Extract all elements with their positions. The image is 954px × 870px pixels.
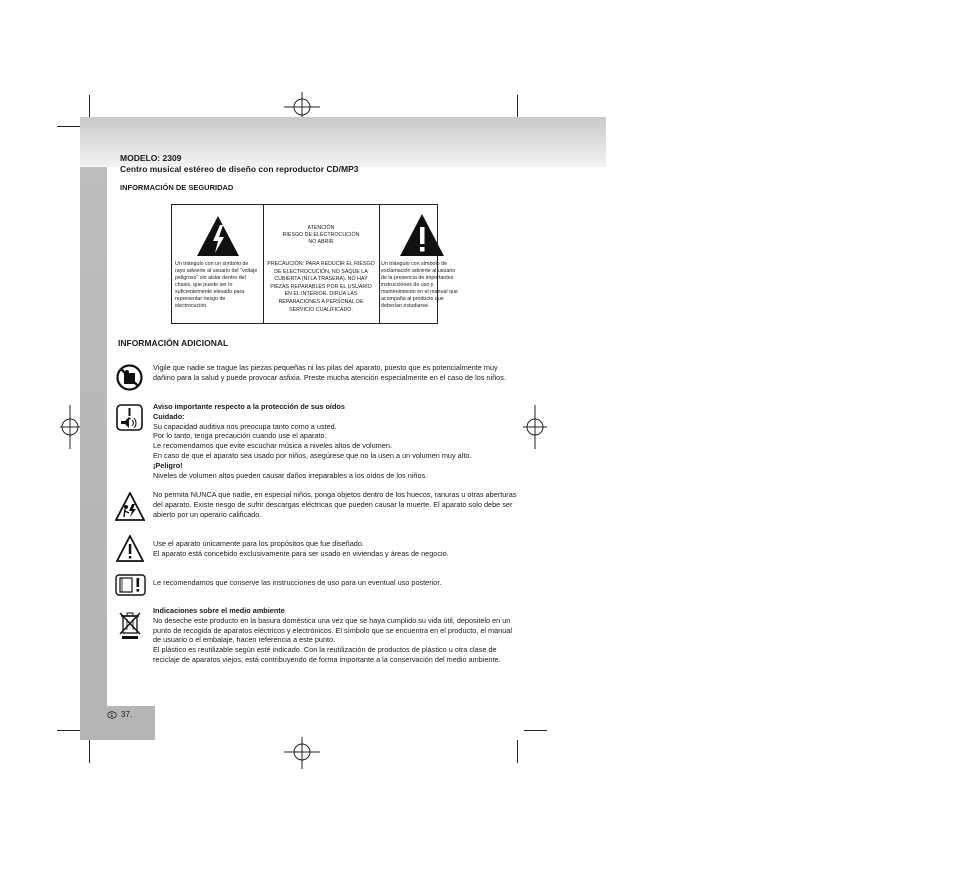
registration-mark-left bbox=[57, 405, 81, 449]
safety-heading: INFORMACIÓN DE SEGURIDAD bbox=[120, 183, 234, 192]
model-label: MODELO: 2309 bbox=[120, 153, 182, 163]
exclamation-column bbox=[379, 205, 458, 323]
caution-header: ATENCIÓN RIESGO DE ELECTROCUCIÓN NO ABRIR bbox=[282, 225, 360, 245]
hearing-danger-text: Niveles de volumen altos pueden causar daños irreparables a los oídos de los niños. bbox=[153, 470, 428, 480]
manual-book-icon bbox=[115, 574, 146, 596]
environment-section bbox=[153, 606, 515, 665]
registration-mark-right bbox=[523, 405, 549, 449]
environment-text: No deseche este producto en la basura doméstica una vez que se haya cumplido su vida útil, depositelo en un punto de recogida de aparatos eléctricos y electrónicos. El símbolo que se encuentra en el producto, el manual de usuario o el embalaje, hacen referencia a este punto. bbox=[153, 615, 512, 645]
language-e-icon bbox=[107, 711, 117, 719]
crop-mark bbox=[57, 126, 80, 127]
no-small-parts-icon bbox=[116, 364, 143, 391]
page-number-text: 37. bbox=[121, 710, 133, 719]
lightning-warning-text: Un triángulo con un símbolo de rayo advierte al usuario del "voltaje peligroso" sin aislar dentro del chasis, que puede ser lo suficientemente elevado para representar riesgo de electrocución. bbox=[175, 261, 258, 309]
crop-mark bbox=[524, 730, 547, 731]
electric-shock-icon bbox=[115, 492, 145, 521]
registration-mark-bottom bbox=[284, 737, 320, 769]
caution-text: PRECAUCIÓN: PARA REDUCIR EL RIESGO DE ELECTROCUCIÓN, NO SAQUE LA CUBIERTA (NI LA TRASERA). NO HAY PIEZAS REPARABLES POR EL USUARIO EN EL INTERIOR. DIRIJA LAS REPARACIONES A PERSONAL DE SERVICIO CUALIFICADO. bbox=[267, 261, 375, 313]
product-subtitle: Centro musical estéreo de diseño con reproductor CD/MP3 bbox=[120, 164, 359, 174]
additional-info-heading: INFORMACIÓN ADICIONAL bbox=[118, 338, 229, 348]
usage-line: Use el aparato únicamente para los propósitos que fue diseñado. bbox=[153, 539, 364, 548]
crop-mark bbox=[89, 740, 90, 763]
usage-section bbox=[153, 539, 518, 559]
hearing-line: En caso de que el aparato sea usado por niños, asegúrese que no la usen a un volumen muy alto. bbox=[153, 450, 472, 460]
keep-manual-text: Le recomendamos que conserve las instrucciones de uso para un eventual uso posterior. bbox=[153, 578, 442, 587]
crop-mark bbox=[517, 740, 518, 763]
hearing-line: Su capacidad auditiva nos preocupa tanto como a usted. bbox=[153, 421, 337, 431]
caution-triangle-icon bbox=[116, 535, 144, 563]
hearing-line: Le recomendamos que evite escuchar música a niveles altos de volumen. bbox=[153, 441, 392, 451]
lightning-column bbox=[172, 205, 264, 323]
usage-line: El aparato está concebido exclusivamente para ser usado en viviendas y áreas de negocio. bbox=[153, 548, 449, 558]
hearing-line: Por lo tanto, tenga precaución cuando use el aparato. bbox=[153, 431, 327, 441]
side-strip bbox=[80, 167, 107, 706]
exclamation-warning-text: Un triángulo con símbolo de exclamación advierte al usuario de la presencia de importantes instrucciones de uso y mantenimiento en el manual que acompaña al producto que deberían estudiarse. bbox=[381, 261, 458, 309]
hearing-section bbox=[153, 402, 518, 480]
caution-column bbox=[263, 205, 380, 323]
page-number bbox=[107, 710, 132, 719]
weee-bin-icon bbox=[118, 610, 142, 640]
hearing-danger: ¡Peligro! bbox=[153, 460, 183, 470]
svg-text:E: E bbox=[110, 712, 114, 719]
lightning-warning-icon bbox=[196, 215, 240, 257]
electric-shock-text: No permita NUNCA que nadie, en especial niños, ponga objetos dentro de los huecos, ranuras u otras aberturas del aparato. Existe riesgo de sufrir descargas eléctricas que pueden causar la muerte. El aparato solo debe ser abierto por un operario calificado. bbox=[153, 490, 517, 519]
safety-warning-table bbox=[171, 204, 458, 324]
environment-title: Indicaciones sobre el medio ambiente bbox=[153, 606, 285, 615]
small-parts-text: Vigile que nadie se trague las piezas pequeñas ni las pilas del aparato, puesto que es potencialmente muy dañino para la salud y puede provocar asfixia. Preste mucha atención especialmente en el caso de los niños. bbox=[153, 363, 506, 382]
page-title bbox=[120, 153, 359, 175]
hearing-protection-icon bbox=[116, 404, 143, 431]
exclamation-warning-icon bbox=[399, 213, 445, 257]
hearing-title: Aviso importante respecto a la protección de sus oídos bbox=[153, 402, 345, 411]
environment-text: El plástico es reutilizable según esté indicado. Con la reutilización de productos de plástico u otra clase de reciclaje de aparatos viejos, está contribuyendo de forma importante a la conservación del medio ambiente. bbox=[153, 645, 501, 664]
crop-mark bbox=[57, 730, 80, 731]
hearing-caution: Cuidado: bbox=[153, 411, 185, 421]
